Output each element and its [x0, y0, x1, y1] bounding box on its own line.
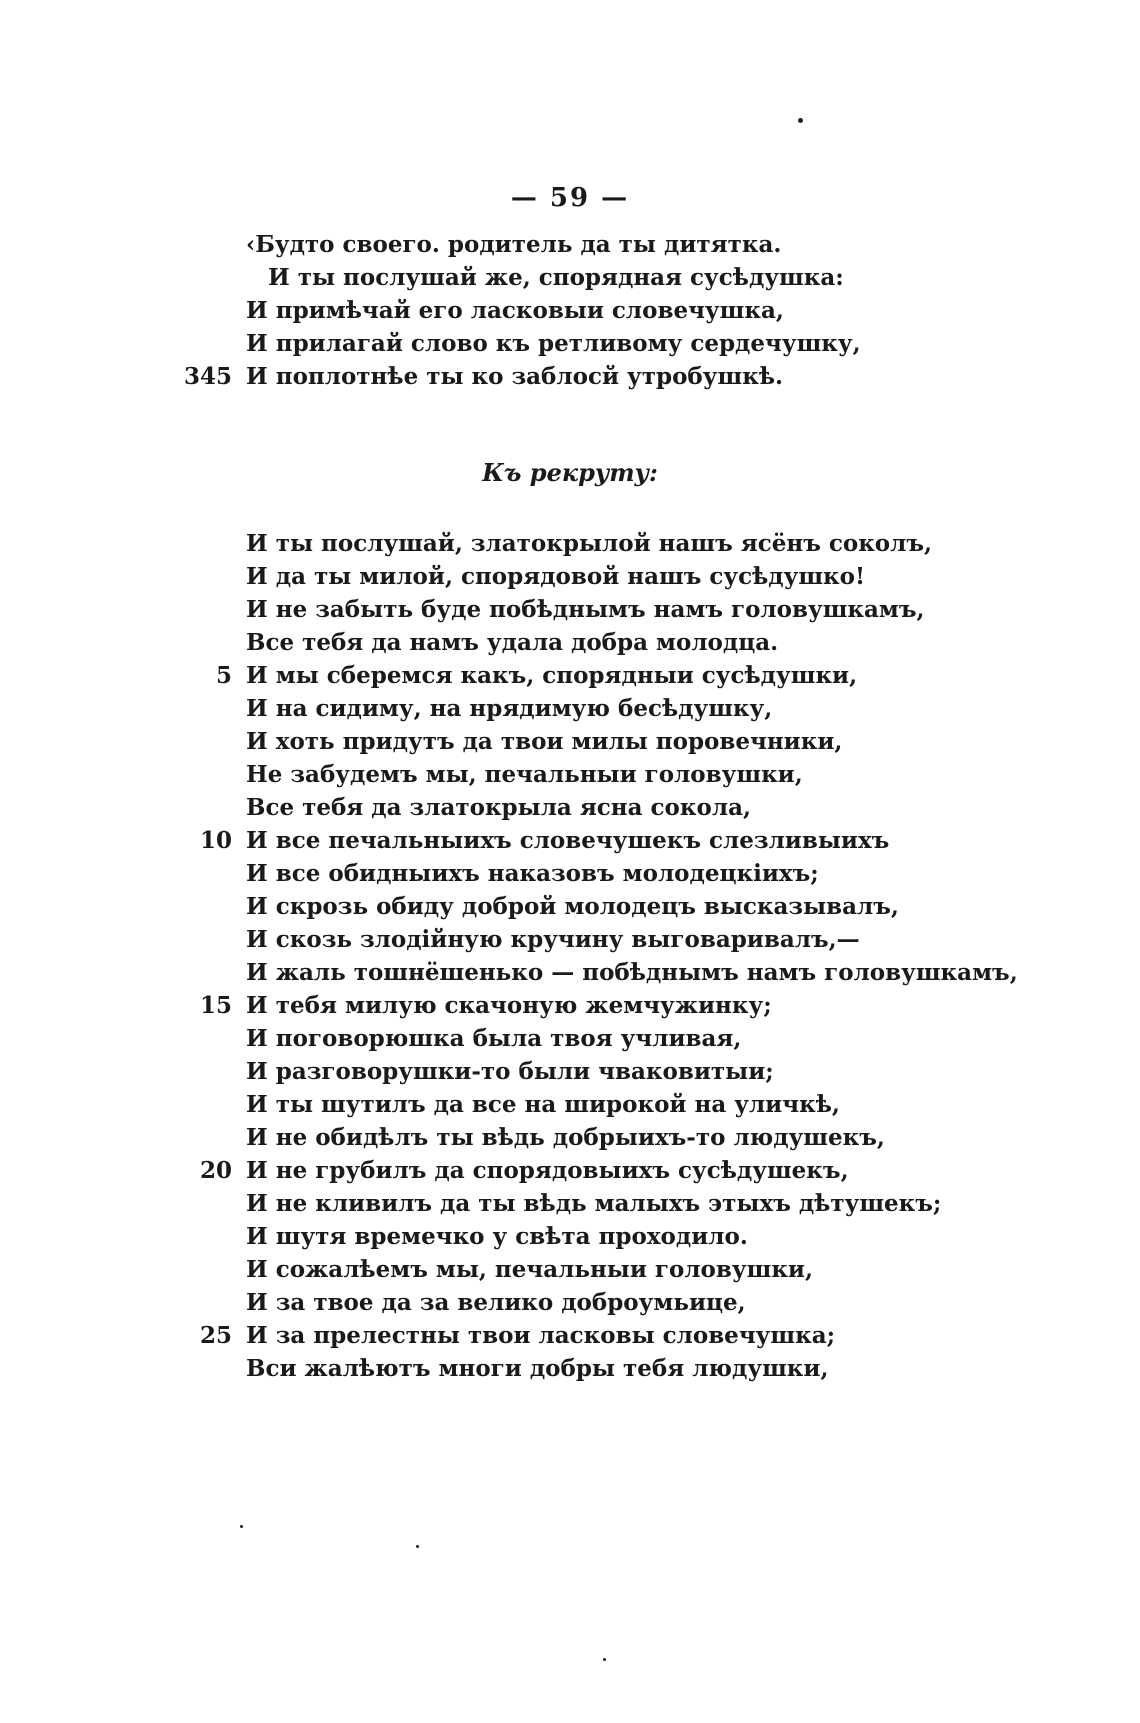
- line-number: 15: [199, 992, 232, 1019]
- verse-line: [0, 228, 1140, 261]
- line-text: И не кливилъ да ты вѣдь малыхъ этыхъ дѣтушекъ;: [246, 1190, 942, 1217]
- line-text: И прилагай слово къ ретливому сердечушку,: [246, 330, 861, 357]
- verse-line: [0, 1154, 1140, 1187]
- line-text: И не грубилъ да спорядовыихъ сусѣдушекъ,: [246, 1157, 849, 1184]
- verse-line: [0, 824, 1140, 857]
- line-number: 345: [183, 363, 232, 390]
- verse-line: [0, 1253, 1140, 1286]
- verse-line: [0, 626, 1140, 659]
- verse-line: [0, 791, 1140, 824]
- verse-line: [0, 527, 1140, 560]
- page-number: — 59 —: [510, 183, 630, 213]
- line-text: ‹Будто своего. родитель да ты дитятка.: [246, 231, 782, 258]
- verse-line: [0, 1055, 1140, 1088]
- line-text: И ты послушай же, спорядная сусѣдушка:: [268, 264, 844, 291]
- verse-line: [0, 890, 1140, 923]
- line-text: И все печальныихъ словечушекъ слезливыихъ: [246, 827, 890, 854]
- line-number: 5: [215, 662, 232, 689]
- line-text: И да ты милой, спорядовой нашъ сусѣдушко!: [246, 563, 866, 590]
- verse-line: [0, 659, 1140, 692]
- line-number: 25: [199, 1322, 232, 1349]
- line-text: И ты послушай, златокрылой нашъ ясёнъ соколъ,: [246, 530, 933, 557]
- verse-line: [0, 593, 1140, 626]
- verse-line: [0, 1088, 1140, 1121]
- line-text: И сожалѣемъ мы, печальныи головушки,: [246, 1256, 813, 1283]
- verse-line: [0, 1121, 1140, 1154]
- verse-line: [0, 923, 1140, 956]
- line-text: И примѣчай его ласковыи словечушка,: [246, 297, 784, 324]
- verse-line: [0, 956, 1140, 989]
- verse-line: [0, 857, 1140, 890]
- line-text: И поговорюшка была твоя учливая,: [246, 1025, 742, 1052]
- section-heading: Къ рекруту:: [482, 458, 658, 487]
- ink-speck: [240, 1525, 243, 1528]
- ink-speck: [416, 1545, 419, 1548]
- line-text: И тебя милую скачоную жемчужинку;: [246, 992, 772, 1019]
- line-text: Не забудемъ мы, печальныи головушки,: [246, 761, 803, 788]
- line-text: И шутя времечко у свѣта проходило.: [246, 1223, 748, 1250]
- line-text: И не обидѣлъ ты вѣдь добрыихъ-то людушекъ,: [246, 1124, 885, 1151]
- line-text: И жаль тошнёшенько — побѣднымъ намъ головушкамъ,: [246, 959, 1018, 986]
- verse-line: [0, 725, 1140, 758]
- line-text: И ты шутилъ да все на широкой на уличкѣ,: [246, 1091, 840, 1118]
- verse-line: [0, 1220, 1140, 1253]
- line-number: 20: [199, 1157, 232, 1184]
- ink-speck: [603, 1658, 606, 1661]
- line-text: И мы сберемся какъ, спорядныи сусѣдушки,: [246, 662, 858, 689]
- verse-line: [0, 692, 1140, 725]
- verse-line: [0, 327, 1140, 360]
- line-number: 10: [199, 827, 232, 854]
- ink-speck: [798, 118, 803, 123]
- verse-line: [0, 1022, 1140, 1055]
- line-text: И все обидныихъ наказовъ молодецкіихъ;: [246, 860, 819, 887]
- verse-line: [0, 560, 1140, 593]
- verse-line: [0, 758, 1140, 791]
- verse-line: [0, 1319, 1140, 1352]
- line-text: И хоть придутъ да твои милы поровечники,: [246, 728, 843, 755]
- line-text: И на сидиму, на нрядимую бесѣдушку,: [246, 695, 773, 722]
- verse-line: [0, 294, 1140, 327]
- verse-line: [0, 1286, 1140, 1319]
- line-text: И разговорушки-то были чваковитыи;: [246, 1058, 774, 1085]
- verse-line: [0, 360, 1140, 393]
- line-text: И за прелестны твои ласковы словечушка;: [246, 1322, 836, 1349]
- verse-line: [0, 261, 1140, 294]
- verse-line: [0, 989, 1140, 1022]
- verse-line: [0, 1352, 1140, 1385]
- line-text: И скозь злодійную кручину выговаривалъ,—: [246, 926, 860, 953]
- line-text: Вси жалѣютъ многи добры тебя людушки,: [246, 1355, 829, 1382]
- line-text: И скрозь обиду доброй молодецъ высказывалъ,: [246, 893, 899, 920]
- line-text: Все тебя да златокрыла ясна сокола,: [246, 794, 751, 821]
- verse-line: [0, 1187, 1140, 1220]
- line-text: И не забыть буде побѣднымъ намъ головушкамъ,: [246, 596, 925, 623]
- line-text: Все тебя да намъ удала добра молодца.: [246, 629, 779, 656]
- line-text: И поплотнѣе ты ко заблосй утробушкѣ.: [246, 363, 783, 390]
- line-text: И за твое да за велико доброумьице,: [246, 1289, 746, 1316]
